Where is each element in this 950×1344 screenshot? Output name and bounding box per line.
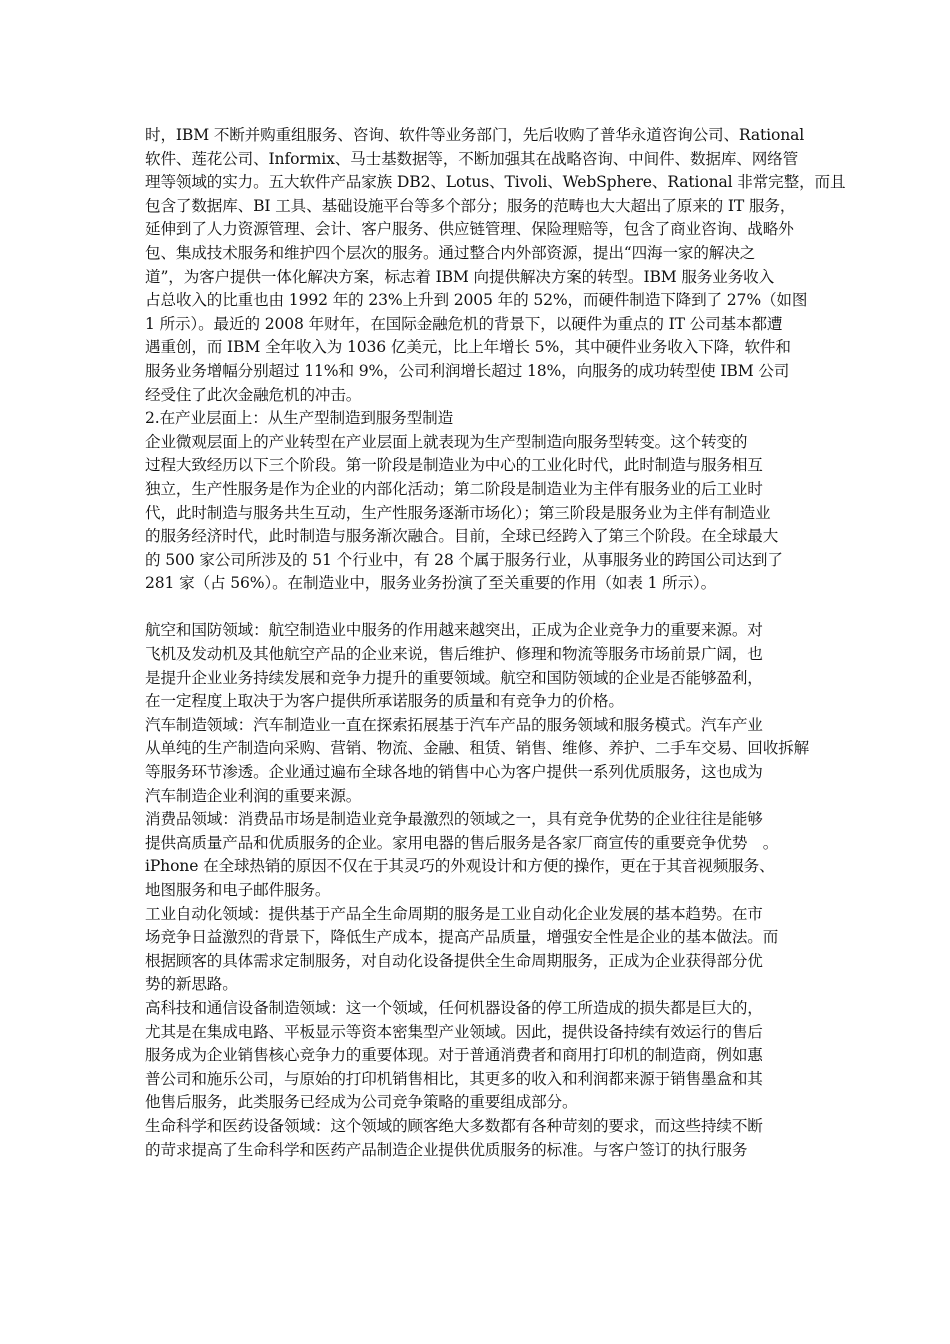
text-line: 包含了数据库、BI 工具、基础设施平台等多个部分；服务的范畴也大大超出了原来的 IT 服务， <box>145 196 796 215</box>
text-line: 航空和国防领域：航空制造业中服务的作用越来越突出，正成为企业竞争力的重要来源。对 <box>145 621 763 640</box>
text-line: 281 家（占 56%）。在制造业中，服务业务扮演了至关重要的作用（如表 1 所示）。 <box>145 574 717 593</box>
text-line: 包、集成技术服务和维护四个层次的服务。通过整合内外部资源，提出“四海一家的解决之 <box>145 243 756 262</box>
text-line: 代，此时制造与服务共生互动，生产性服务逐渐市场化）；第三阶段是服务业为主伴有制造业 <box>145 503 771 522</box>
text-line: 企业微观层面上的产业转型在产业层面上就表现为生产型制造向服务型转变。这个转变的 <box>145 432 748 451</box>
text-line: 汽车制造领域：汽车制造业一直在探索拓展基于汽车产品的服务领域和服务模式。汽车产业 <box>145 715 763 734</box>
text-line: 延伸到了人力资源管理、会计、客户服务、供应链管理、保险理赔等，包含了商业咨询、战略外 <box>145 220 794 239</box>
text-line: 在一定程度上取决于为客户提供所承诺服务的质量和有竞争力的价格。 <box>145 692 624 711</box>
text-line: 1 所示）。最近的 2008 年财年，在国际金融危机的背景下，以硬件为重点的 IT 公司基本都遭 <box>145 314 783 333</box>
text-line: 道”，为客户提供一体化解决方案，标志着 IBM 向提供解决方案的转型。IBM 服务业务收入 <box>145 267 775 286</box>
paragraph-aerospace <box>145 619 813 713</box>
section-heading <box>145 407 813 431</box>
text-line: 服务成为企业销售核心竞争力的重要体现。对于普通消费者和商用打印机的制造商，例如惠 <box>145 1046 763 1065</box>
text-line: 飞机及发动机及其他航空产品的企业来说，售后维护、修理和物流等服务市场前景广阔，也 <box>145 645 763 664</box>
paragraph-high-tech <box>145 997 813 1115</box>
text-line: 势的新思路。 <box>145 975 238 994</box>
text-line: 普公司和施乐公司，与原始的打印机销售相比，其更多的收入和利润都来源于销售墨盒和其 <box>145 1069 763 1088</box>
paragraph-ibm-transformation <box>145 124 846 407</box>
text-line: 等服务环节渗透。企业通过遍布全球各地的销售中心为客户提供一系列优质服务，这也成为 <box>145 763 763 782</box>
text-line: 的苛求提高了生命科学和医药产品制造企业提供优质服务的标准。与客户签订的执行服务 <box>145 1140 748 1159</box>
text-line: 占总收入的比重也由 1992 年的 23%上升到 2005 年的 52%，而硬件制造下降到了 27%（如图 <box>145 291 808 310</box>
paragraph-life-sciences <box>145 1115 813 1162</box>
text-line: 他售后服务，此类服务已经成为公司竞争策略的重要组成部分。 <box>145 1093 578 1112</box>
text-line: iPhone 在全球热销的原因不仅在于其灵巧的外观设计和方便的操作，更在于其音视频服务、 <box>145 857 775 876</box>
text-line: 生命科学和医药设备领域：这个领域的顾客绝大多数都有各种苛刻的要求，而这些持续不断 <box>145 1116 763 1135</box>
paragraph-consumer-goods <box>145 808 813 902</box>
text-line: 是提升企业业务持续发展和竞争力提升的重要领域。航空和国防领域的企业是否能够盈利， <box>145 668 763 687</box>
text-line: 根据顾客的具体需求定制服务，对自动化设备提供全生命周期服务，正成为企业获得部分优 <box>145 951 763 970</box>
text-line: 独立，生产性服务是作为企业的内部化活动；第二阶段是制造业为主伴有服务业的后工业时 <box>145 479 763 498</box>
paragraph-industry-transition <box>145 431 813 596</box>
text-line: 经受住了此次金融危机的冲击。 <box>145 385 362 404</box>
text-line: 从单纯的生产制造向采购、营销、物流、金融、租赁、销售、维修、养护、二手车交易、回收拆解 <box>145 739 810 758</box>
text-line: 汽车制造企业利润的重要来源。 <box>145 786 362 805</box>
paragraph-automotive <box>145 714 813 808</box>
text-line: 的服务经济时代，此时制造与服务渐次融合。目前，全球已经跨入了第三个阶段。在全球最大 <box>145 527 779 546</box>
document-page <box>145 124 846 1162</box>
text-line: 过程大致经历以下三个阶段。第一阶段是制造业为中心的工业化时代，此时制造与服务相互 <box>145 456 763 475</box>
text-line: 尤其是在集成电路、平板显示等资本密集型产业领域。因此，提供设备持续有效运行的售后 <box>145 1022 763 1041</box>
text-line: 时，IBM 不断并购重组服务、咨询、软件等业务部门，先后收购了普华永道咨询公司、Rational <box>145 126 805 144</box>
text-line: 服务业务增幅分别超过 11%和 9%，公司利润增长超过 18%，向服务的成功转型使 IBM 公司 <box>145 361 790 380</box>
text-line: 软件、莲花公司、Informix、马士基数据等，不断加强其在战略咨询、中间件、数据库、网络管 <box>145 149 799 168</box>
text-line: 场竞争日益激烈的背景下，降低生产成本，提高产品质量，增强安全性是企业的基本做法。而 <box>145 928 779 947</box>
section-heading-text: 2.在产业层面上：从生产型制造到服务型制造 <box>145 409 454 428</box>
text-line: 理等领域的实力。五大软件产品家族 DB2、Lotus、Tivoli、WebSphere、Rational 非常完整，而且 <box>145 173 846 192</box>
text-line: 提供高质量产品和优质服务的企业。家用电器的售后服务是各家厂商宣传的重要竞争优势 。 <box>145 833 779 852</box>
text-line: 工业自动化领域：提供基于产品全生命周期的服务是工业自动化企业发展的基本趋势。在市 <box>145 904 763 923</box>
text-line: 消费品领域：消费品市场是制造业竞争最激烈的领域之一，具有竞争优势的企业往往是能够 <box>145 810 763 829</box>
paragraph-industrial-automation <box>145 903 813 997</box>
text-line: 高科技和通信设备制造领域：这一个领域，任何机器设备的停工所造成的损失都是巨大的， <box>145 998 763 1017</box>
blank-line <box>145 596 813 620</box>
text-line: 地图服务和电子邮件服务。 <box>145 881 331 899</box>
text-line: 遇重创，而 IBM 全年收入为 1036 亿美元，比上年增长 5%，其中硬件业务收入下降，软件和 <box>145 338 791 357</box>
text-line: 的 500 家公司所涉及的 51 个行业中，有 28 个属于服务行业，从事服务业的跨国公司达到了 <box>145 550 783 569</box>
